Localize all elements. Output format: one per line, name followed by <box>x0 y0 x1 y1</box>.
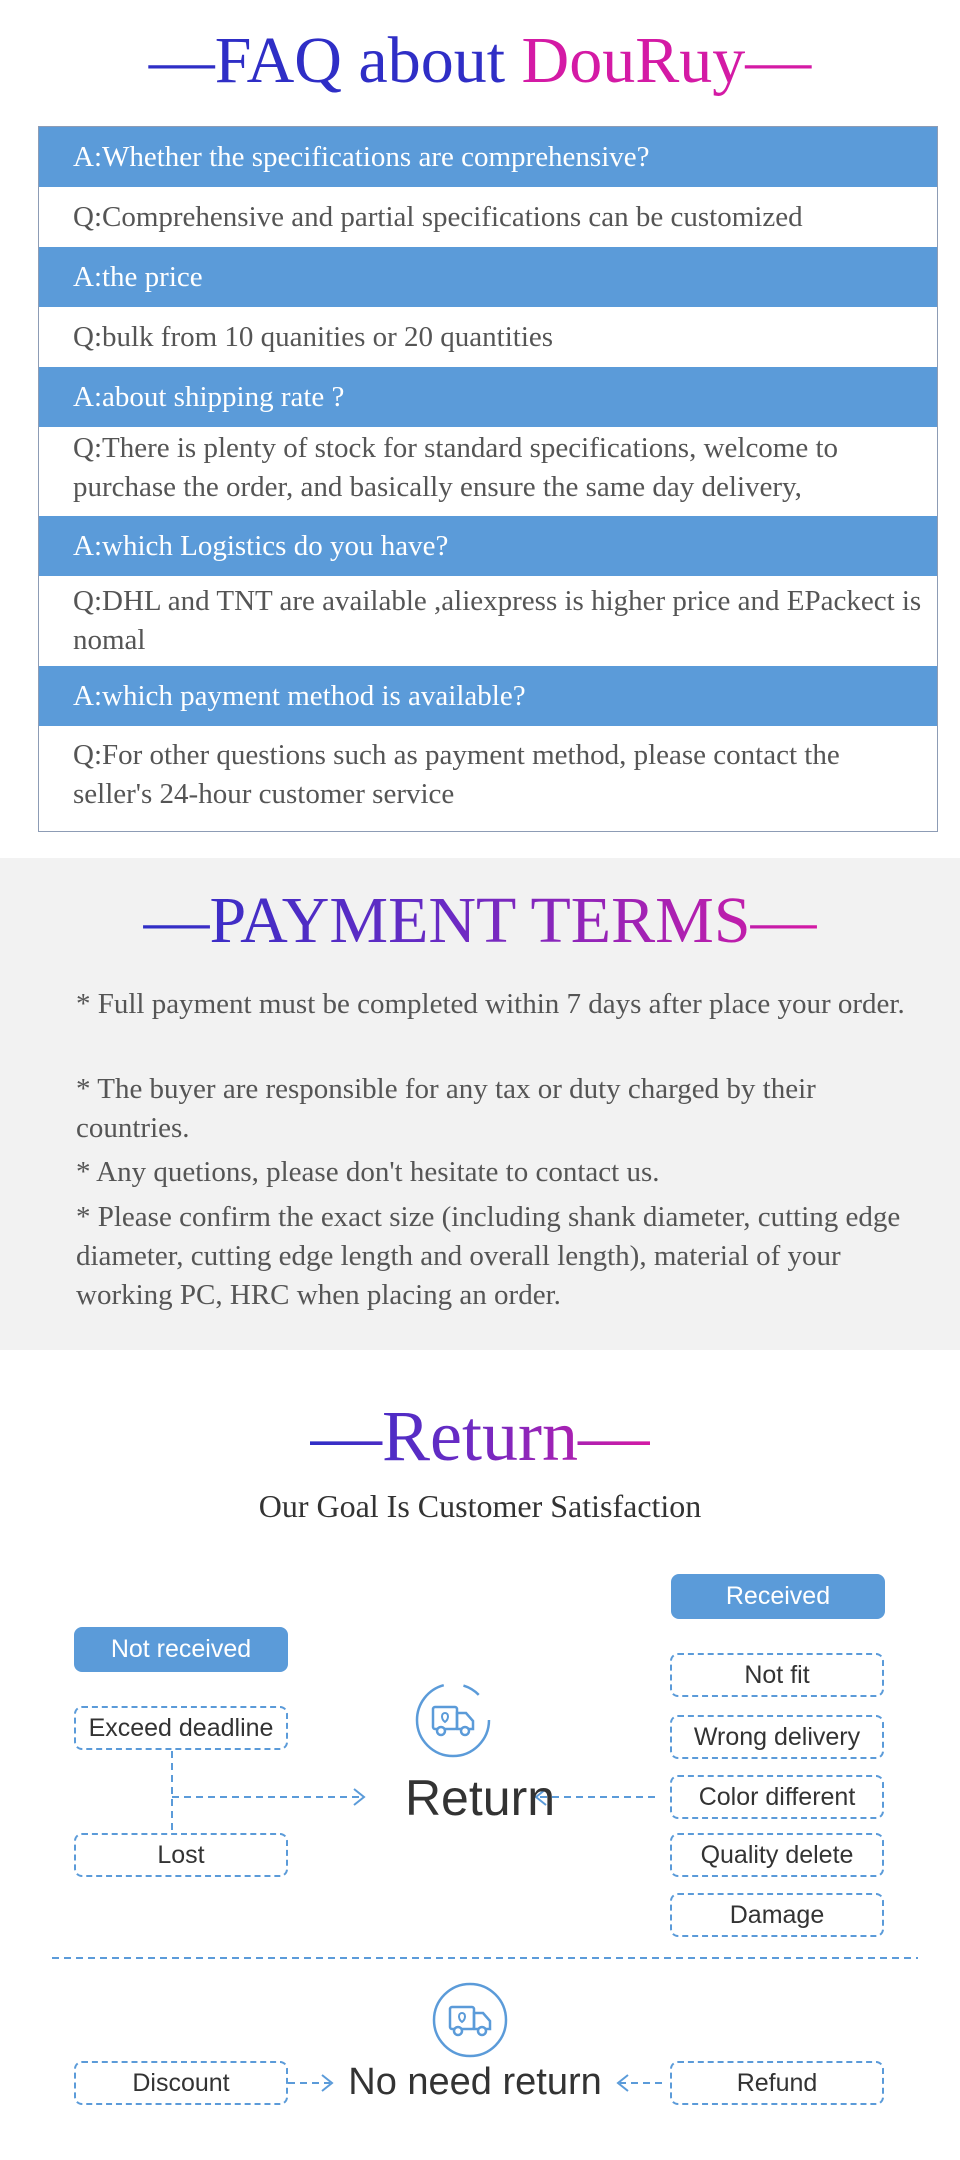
faq-answer-5: Q:For other questions such as payment method, please contact the seller's 24-hour customer service <box>39 726 937 830</box>
payment-term-4: * Please confirm the exact size (including shank diameter, cutting edge diameter, cutting edge length and overall length), material of your working PC, HRC when placing an order. <box>76 1201 901 1311</box>
exceed-deadline-box: Exceed deadline <box>74 1706 288 1750</box>
wrong-delivery-box: Wrong delivery <box>670 1715 884 1759</box>
return-title <box>0 1396 960 1476</box>
faq-title <box>0 24 960 97</box>
discount-box: Discount <box>74 2061 288 2105</box>
faq-question-1: A:Whether the specifications are comprehensive? <box>39 127 937 187</box>
truck-return-icon <box>413 1680 493 1760</box>
return-title-text: —Return— <box>310 1396 650 1476</box>
received-label: Received <box>671 1574 885 1619</box>
quality-delete-box: Quality delete <box>670 1833 884 1877</box>
payment-term-2: * The buyer are responsible for any tax or duty charged by their countries. <box>76 1073 816 1144</box>
faq-title-right: — <box>745 24 812 97</box>
return-center-label: Return <box>404 1770 556 1826</box>
no-need-return-label: No need return <box>348 2061 602 2103</box>
payment-title <box>0 884 960 957</box>
faq-question-5: A:which payment method is available? <box>39 666 937 726</box>
faq-title-brand: DouRuy <box>521 24 746 97</box>
faq-answer-3: Q:There is plenty of stock for standard specifications, welcome to purchase the order, and basically ensure the same day delivery, <box>39 427 937 516</box>
faq-answer-2: Q:bulk from 10 quanities or 20 quantities <box>39 307 937 367</box>
damage-box: Damage <box>670 1893 884 1937</box>
refund-box: Refund <box>670 2061 884 2105</box>
truck-no-return-icon <box>430 1980 510 2060</box>
faq-question-3: A:about shipping rate ? <box>39 367 937 427</box>
faq-table <box>38 126 938 832</box>
return-subtitle: Our Goal Is Customer Satisfaction <box>258 1488 702 1524</box>
not-received-label: Not received <box>74 1627 288 1672</box>
payment-term-1: * Full payment must be completed within 7 days after place your order. <box>76 988 905 1020</box>
color-different-box: Color different <box>670 1775 884 1819</box>
faq-title-left: —FAQ about <box>148 24 522 97</box>
lost-box: Lost <box>74 1833 288 1877</box>
faq-question-4: A:which Logistics do you have? <box>39 516 937 576</box>
faq-question-2: A:the price <box>39 247 937 307</box>
not-fit-box: Not fit <box>670 1653 884 1697</box>
faq-answer-1: Q:Comprehensive and partial specifications can be customized <box>39 187 937 247</box>
payment-title-text: —PAYMENT TERMS— <box>143 884 817 957</box>
faq-answer-4: Q:DHL and TNT are available ,aliexpress is higher price and EPackect is nomal <box>39 576 937 666</box>
payment-term-3: * Any quetions, please don't hesitate to contact us. <box>76 1156 660 1188</box>
